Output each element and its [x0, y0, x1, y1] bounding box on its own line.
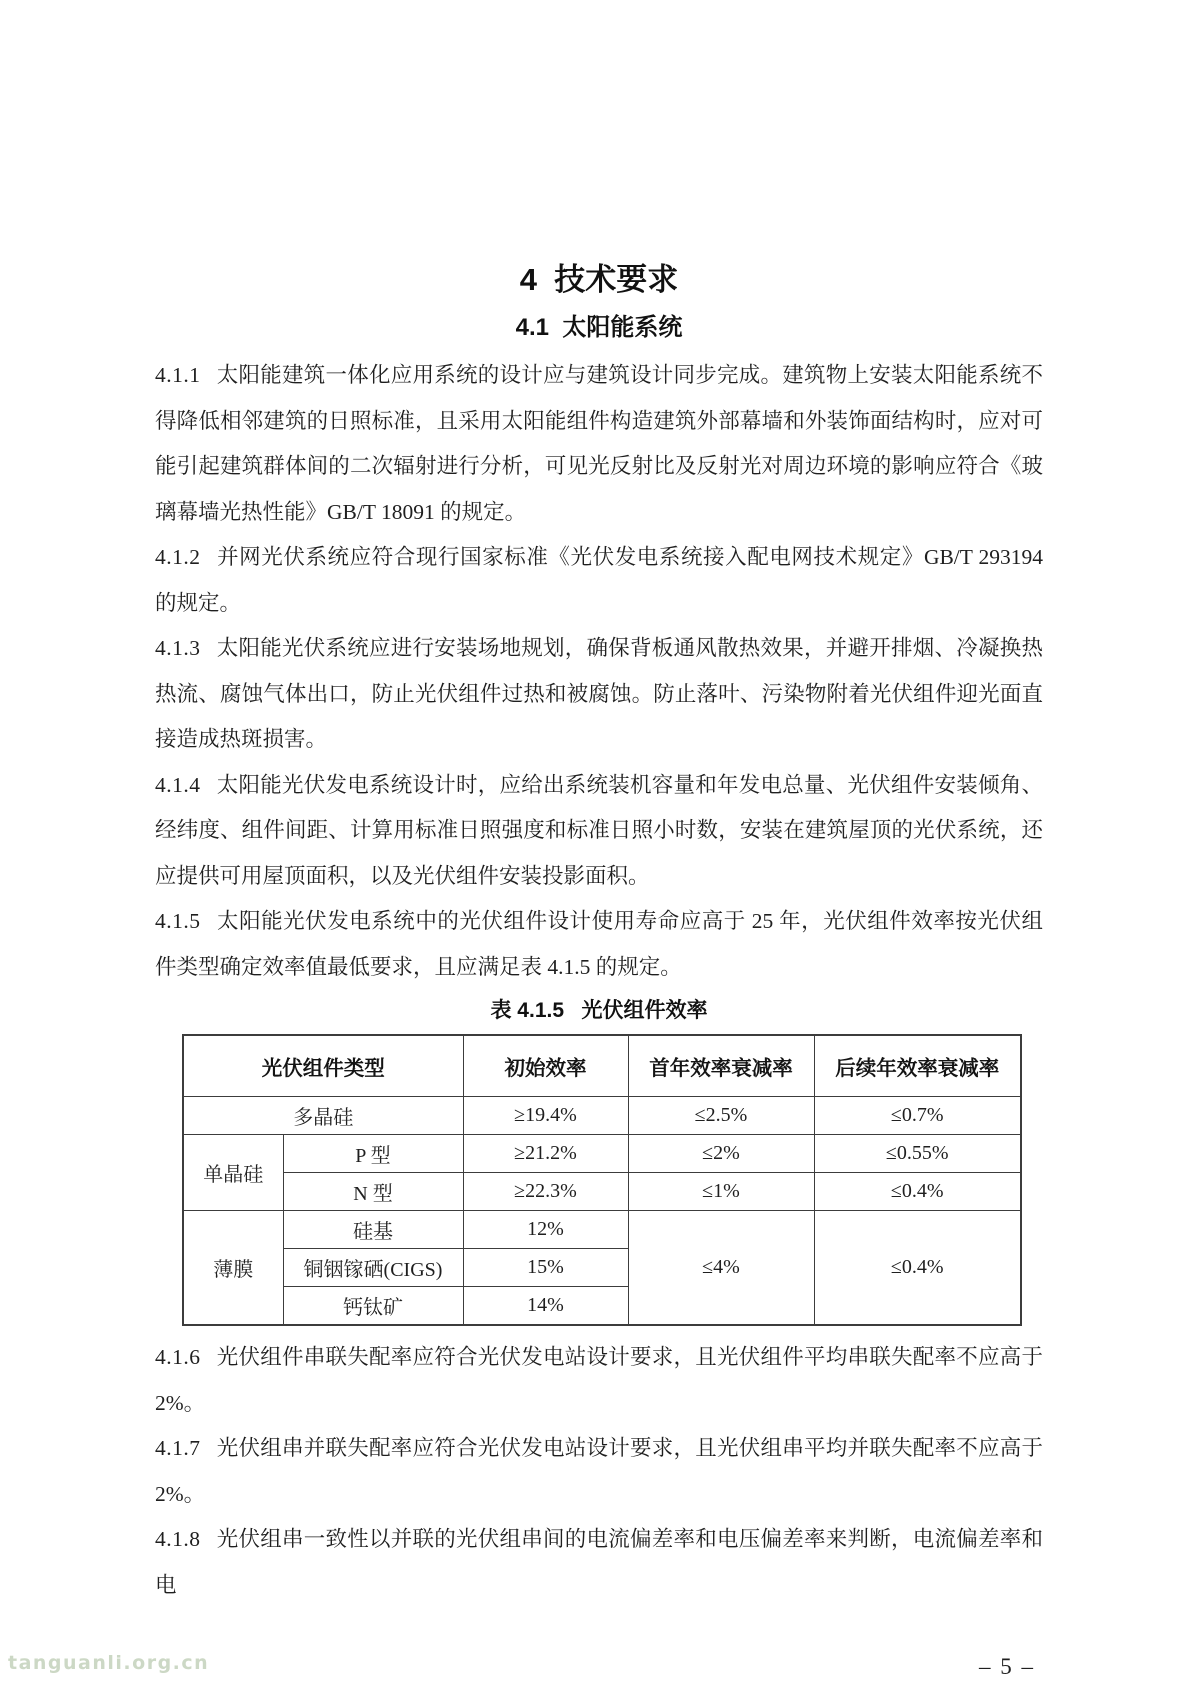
cell-value: ≤1% — [628, 1173, 814, 1211]
cell-value: 12% — [463, 1211, 628, 1249]
clause-4-1-6 — [155, 1335, 1043, 1426]
clause-number: 4.1.5 — [155, 909, 201, 933]
pv-module-efficiency-table — [182, 1034, 1022, 1326]
cell-value: ≤2.5% — [628, 1097, 814, 1135]
clause-number: 4.1.4 — [155, 772, 201, 797]
clause-number: 4.1.8 — [155, 1527, 201, 1551]
cell-value: ≥22.3% — [463, 1173, 628, 1211]
header-subsequent-degradation: 后续年效率衰减率 — [814, 1035, 1021, 1097]
page-content — [155, 258, 1043, 1683]
table-row-thinfilm-silicon — [183, 1211, 1021, 1249]
clause-text: 太阳能建筑一体化应用系统的设计应与建筑设计同步完成。建筑物上安装太阳能系统不得降低相邻建筑的日照标准，且采用太阳能组件构造建筑外部幕墙和外装饰面结构时，应对可能引起建筑群体间的二次辐射进行分析，可见光反射比及反射光对周边环境的影响应符合《玻璃幕墙光热性能》GB/T 18091 的规定。 — [155, 363, 1043, 524]
cell-label: 硅基 — [283, 1211, 463, 1249]
clause-number: 4.1.1 — [155, 363, 201, 387]
table-row-mono-n — [183, 1173, 1021, 1211]
cell-value: ≥19.4% — [463, 1097, 628, 1135]
clause-text: 并网光伏系统应符合现行国家标准《光伏发电系统接入配电网技术规定》GB/T 293194 的规定。 — [155, 545, 1043, 615]
clause-text: 光伏组件串联失配率应符合光伏发电站设计要求，且光伏组件平均串联失配率不应高于 2%。 — [155, 1345, 1043, 1415]
clause-text: 太阳能光伏发电系统设计时，应给出系统装机容量和年发电总量、光伏组件安装倾角、经纬度、组件间距、计算用标准日照强度和标准日照小时数，安装在建筑屋顶的光伏系统，还应提供可用屋顶面积，以及光伏组件安装投影面积。 — [155, 772, 1043, 888]
cell-label: 单晶硅 — [183, 1135, 283, 1211]
table-row-mono-p — [183, 1135, 1021, 1173]
watermark: tanguanli.org.cn — [8, 1652, 210, 1674]
chapter-title: 4 技术要求 — [519, 262, 679, 297]
clauses-after-table — [155, 1335, 1043, 1608]
cell-label: 钙钛矿 — [283, 1287, 463, 1326]
clause-number: 4.1.3 — [155, 636, 201, 660]
cell-value: ≤0.7% — [814, 1097, 1021, 1135]
table-header-row — [183, 1035, 1021, 1097]
section-title: 4.1 太阳能系统 — [515, 314, 683, 341]
clause-4-1-8 — [155, 1517, 1043, 1608]
clause-text: 太阳能光伏发电系统中的光伏组件设计使用寿命应高于 25 年，光伏组件效率按光伏组件类型确定效率值最低要求，且应满足表 4.1.5 的规定。 — [155, 909, 1043, 979]
table-caption: 表 4.1.5 光伏组件效率 — [490, 999, 708, 1022]
clause-4-1-5 — [155, 899, 1043, 990]
table-row-polysilicon — [183, 1097, 1021, 1135]
clause-text: 光伏组串一致性以并联的光伏组串间的电流偏差率和电压偏差率来判断，电流偏差率和电 — [155, 1527, 1043, 1597]
cell-label: N 型 — [283, 1173, 463, 1211]
clause-4-1-2 — [155, 535, 1043, 626]
cell-value: 15% — [463, 1249, 628, 1287]
cell-value: ≤0.4% — [814, 1173, 1021, 1211]
cell-label: 薄膜 — [183, 1211, 283, 1326]
clause-4-1-4 — [155, 763, 1043, 900]
cell-value: ≤0.4% — [814, 1211, 1021, 1326]
clause-text: 光伏组串并联失配率应符合光伏发电站设计要求，且光伏组串平均并联失配率不应高于 2%。 — [155, 1436, 1043, 1506]
clause-4-1-1 — [155, 353, 1043, 535]
clause-4-1-3 — [155, 626, 1043, 763]
clause-number: 4.1.6 — [155, 1345, 201, 1369]
cell-label: 铜铟镓硒(CIGS) — [283, 1249, 463, 1287]
clause-text: 太阳能光伏系统应进行安装场地规划，确保背板通风散热效果，并避开排烟、冷凝换热热流、腐蚀气体出口，防止光伏组件过热和被腐蚀。防止落叶、污染物附着光伏组件迎光面直接造成热斑损害。 — [155, 636, 1043, 751]
cell-label: 多晶硅 — [183, 1097, 463, 1135]
clauses-block — [155, 353, 1043, 990]
cell-label: P 型 — [283, 1135, 463, 1173]
cell-value: ≥21.2% — [463, 1135, 628, 1173]
header-initial-efficiency: 初始效率 — [463, 1035, 628, 1097]
cell-value: ≤4% — [628, 1211, 814, 1326]
clause-number: 4.1.7 — [155, 1436, 201, 1460]
cell-value: ≤0.55% — [814, 1135, 1021, 1173]
page-number: – 5 – — [979, 1654, 1035, 1679]
header-module-type: 光伏组件类型 — [183, 1035, 463, 1097]
clause-number: 4.1.2 — [155, 545, 201, 569]
header-first-year-degradation: 首年效率衰减率 — [628, 1035, 814, 1097]
cell-value: 14% — [463, 1287, 628, 1326]
clause-4-1-7 — [155, 1426, 1043, 1517]
cell-value: ≤2% — [628, 1135, 814, 1173]
